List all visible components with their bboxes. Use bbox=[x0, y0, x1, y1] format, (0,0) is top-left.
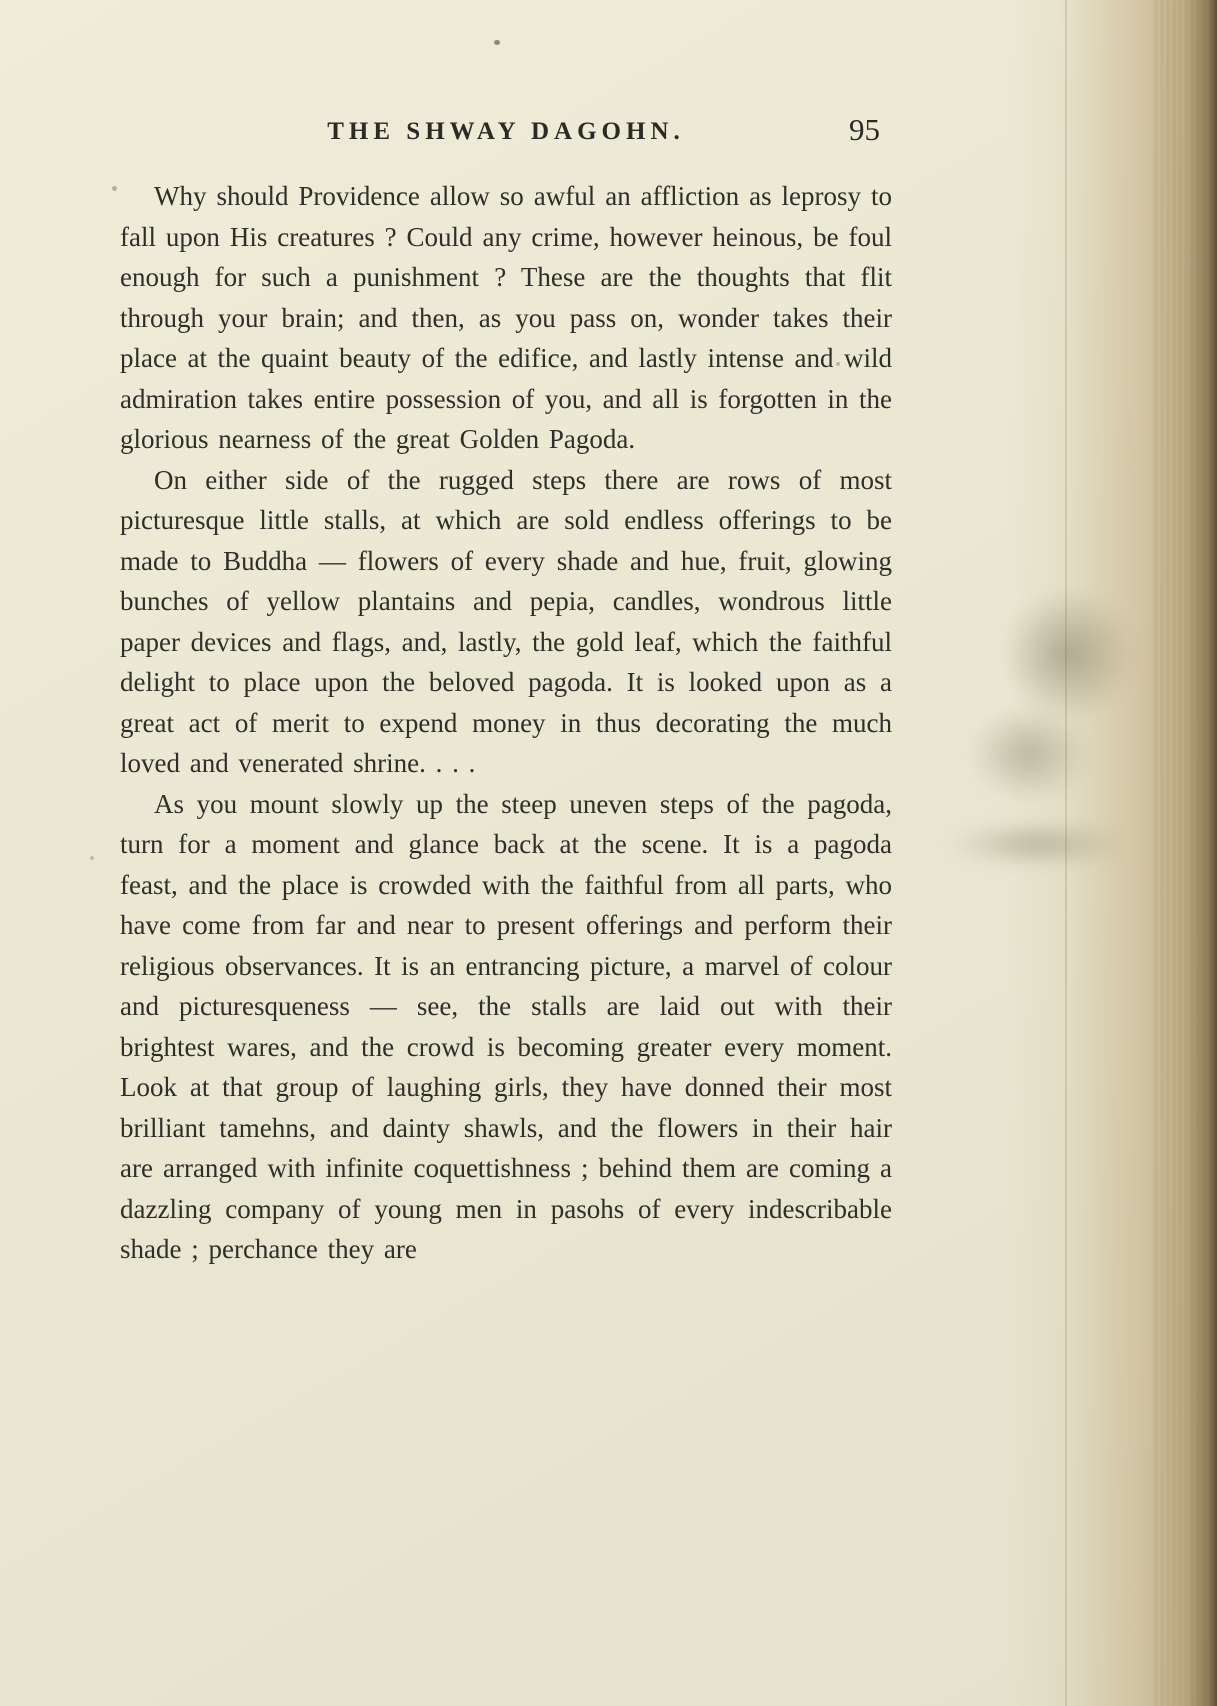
paragraph: As you mount slowly up the steep uneven steps of the pagoda, turn for a moment and glance back at the scene. It is a pagoda feast, and the place is crowded with the faithful from all parts, who have come from far and near to present offerings and perform their religious observances. It is an entrancing picture, a marvel of colour and picturesqueness — see, the stalls are laid out with their brightest wares, and the crowd is becoming greater every moment. Look at that group of laughing girls, they have donned their most brilliant tamehns, and dainty shawls, and the flowers in their hair are arranged with infinite coquettishness ; behind them are coming a dazzling company of young men in pasohs of every indescribable shade ; perchance they are bbox=[120, 788, 892, 1264]
paper-speck bbox=[90, 856, 94, 860]
page-number: 95 bbox=[849, 112, 880, 147]
paper-speck bbox=[494, 40, 500, 45]
page-body bbox=[120, 176, 892, 1270]
page-content bbox=[120, 112, 892, 1270]
page-edge-texture bbox=[1153, 0, 1217, 1706]
paragraph: On either side of the rugged steps there are rows of most picturesque little stalls, at which are sold endless offerings to be made to Buddha — flowers of every shade and hue, fruit, glowing bunches of yellow plantains and pepia, candles, wondrous little paper devices and flags, and, lastly, the gold leaf, which the faithful delight to place upon the beloved pagoda. It is looked upon as a great act of merit to expend money in thus decorating the much loved and venerated shrine. . . . bbox=[120, 464, 892, 778]
running-title: THE SHWAY DAGOHN. bbox=[327, 118, 685, 145]
page-header bbox=[120, 112, 892, 162]
paper-speck bbox=[112, 186, 117, 191]
paragraph: Why should Providence allow so awful an affliction as leprosy to fall upon His creatures ? Could any crime, however heinous, be foul enough for such a punishment ? These are the thoughts that flit through your brain; and then, as you pass on, wonder takes their place at the quaint beauty of the edifice, and lastly intense and wild admiration takes entire possession of you, and all is forgotten in the glorious nearness of the great Golden Pagoda. bbox=[120, 181, 892, 454]
page-edge-seam bbox=[1065, 0, 1067, 1706]
